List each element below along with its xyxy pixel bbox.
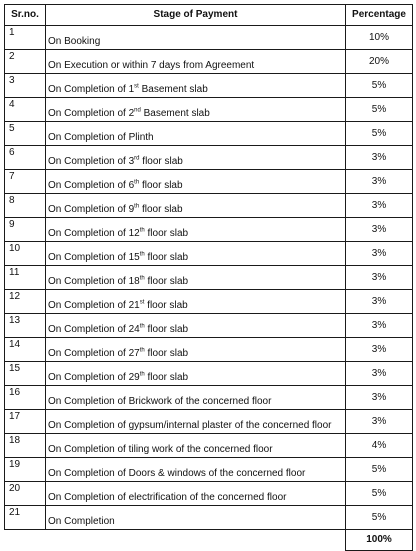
stage-text: On Booking <box>48 36 101 47</box>
table-row <box>5 98 413 122</box>
sr-no-cell: 9 <box>5 218 46 242</box>
sr-no-cell: 16 <box>5 386 46 410</box>
ordinal-suffix: th <box>139 275 145 282</box>
stage-cell <box>46 146 346 170</box>
stage-cell <box>46 218 346 242</box>
percentage-cell: 3% <box>346 266 413 290</box>
percentage-cell: 4% <box>346 434 413 458</box>
stage-text-suffix: floor slab <box>144 228 189 239</box>
ordinal-suffix: nd <box>134 107 141 114</box>
ordinal-suffix: th <box>139 323 145 330</box>
stage-cell <box>46 410 346 434</box>
percentage-cell: 3% <box>346 146 413 170</box>
stage-text-suffix: Basement slab <box>138 84 208 95</box>
sr-no-cell: 8 <box>5 194 46 218</box>
stage-cell <box>46 266 346 290</box>
stage-cell <box>46 290 346 314</box>
stage-cell <box>46 386 346 410</box>
table-row <box>5 26 413 50</box>
header-stage-of-payment: Stage of Payment <box>46 5 346 26</box>
stage-text: On Completion of 2 <box>48 108 135 119</box>
stage-text-suffix: floor slab <box>139 204 183 215</box>
percentage-cell: 5% <box>346 458 413 482</box>
table-row <box>5 386 413 410</box>
stage-text: On Completion of gypsum/internal plaster of the concerned floor <box>48 420 332 431</box>
ordinal-suffix: th <box>139 347 145 354</box>
ordinal-suffix: st <box>134 83 139 90</box>
stage-text: On Completion of 6 <box>48 180 135 191</box>
percentage-cell: 3% <box>346 362 413 386</box>
stage-text-suffix: floor slab <box>144 348 189 359</box>
stage-text: On Completion of 1 <box>48 84 135 95</box>
ordinal-suffix: th <box>134 203 140 210</box>
total-row <box>5 530 413 551</box>
table-row <box>5 74 413 98</box>
stage-text: On Completion of 12 <box>48 228 140 239</box>
percentage-cell: 3% <box>346 410 413 434</box>
percentage-cell: 5% <box>346 98 413 122</box>
sr-no-cell: 4 <box>5 98 46 122</box>
sr-no-cell: 3 <box>5 74 46 98</box>
stage-text-suffix: floor slab <box>139 156 183 167</box>
table-row <box>5 410 413 434</box>
table-row <box>5 194 413 218</box>
stage-text-suffix: floor slab <box>144 324 189 335</box>
stage-text: On Completion of 9 <box>48 204 135 215</box>
stage-cell <box>46 482 346 506</box>
sr-no-cell: 21 <box>5 506 46 530</box>
total-blank-cell <box>5 530 46 551</box>
table-row <box>5 266 413 290</box>
ordinal-suffix: st <box>139 299 145 306</box>
stage-cell <box>46 170 346 194</box>
stage-text: On Completion of 27 <box>48 348 140 359</box>
sr-no-cell: 6 <box>5 146 46 170</box>
sr-no-cell: 17 <box>5 410 46 434</box>
stage-text: On Completion of 18 <box>48 276 140 287</box>
table-row <box>5 458 413 482</box>
sr-no-cell: 13 <box>5 314 46 338</box>
stage-cell <box>46 242 346 266</box>
sr-no-cell: 12 <box>5 290 46 314</box>
table-row <box>5 482 413 506</box>
stage-text: On Completion of tiling work of the concerned floor <box>48 444 273 455</box>
stage-text: On Execution or within 7 days from Agreement <box>48 60 255 71</box>
stage-cell <box>46 362 346 386</box>
ordinal-suffix: th <box>139 227 145 234</box>
stage-text-suffix: floor slab <box>139 180 183 191</box>
table-row <box>5 290 413 314</box>
percentage-cell: 3% <box>346 386 413 410</box>
ordinal-suffix: th <box>139 371 145 378</box>
header-percentage: Percentage <box>346 5 413 26</box>
stage-text: On Completion of Brickwork of the concerned floor <box>48 396 272 407</box>
stage-text: On Completion of electrification of the concerned floor <box>48 492 287 503</box>
total-percentage: 100% <box>346 530 413 551</box>
percentage-cell: 10% <box>346 26 413 50</box>
stage-cell <box>46 50 346 74</box>
stage-cell <box>46 458 346 482</box>
total-blank-cell <box>46 530 346 551</box>
stage-cell <box>46 506 346 530</box>
stage-text-suffix: floor slab <box>144 252 189 263</box>
stage-text: On Completion of 15 <box>48 252 140 263</box>
table-row <box>5 146 413 170</box>
table-row <box>5 242 413 266</box>
percentage-cell: 3% <box>346 170 413 194</box>
sr-no-cell: 14 <box>5 338 46 362</box>
stage-text: On Completion of 21 <box>48 300 140 311</box>
sr-no-cell: 7 <box>5 170 46 194</box>
table-body <box>5 26 413 530</box>
table-row <box>5 122 413 146</box>
percentage-cell: 3% <box>346 338 413 362</box>
stage-text: On Completion of 29 <box>48 372 140 383</box>
table-row <box>5 434 413 458</box>
sr-no-cell: 1 <box>5 26 46 50</box>
sr-no-cell: 18 <box>5 434 46 458</box>
stage-text-suffix: floor slab <box>144 372 189 383</box>
sr-no-cell: 19 <box>5 458 46 482</box>
stage-text-suffix: Basement slab <box>140 108 210 119</box>
stage-text: On Completion of Doors & windows of the concerned floor <box>48 468 306 479</box>
stage-text: On Completion of Plinth <box>48 132 154 143</box>
stage-text-suffix: floor slab <box>144 300 188 311</box>
stage-text: On Completion of 24 <box>48 324 140 335</box>
table-header <box>5 5 413 26</box>
stage-cell <box>46 26 346 50</box>
table-row <box>5 170 413 194</box>
ordinal-suffix: th <box>134 179 140 186</box>
header-row <box>5 5 413 26</box>
stage-cell <box>46 122 346 146</box>
stage-cell <box>46 338 346 362</box>
stage-cell <box>46 194 346 218</box>
sr-no-cell: 15 <box>5 362 46 386</box>
table-row <box>5 314 413 338</box>
percentage-cell: 3% <box>346 218 413 242</box>
table-footer <box>5 530 413 551</box>
table-row <box>5 506 413 530</box>
table-row <box>5 338 413 362</box>
table-row <box>5 362 413 386</box>
percentage-cell: 3% <box>346 290 413 314</box>
stage-text-suffix: floor slab <box>144 276 189 287</box>
stage-cell <box>46 434 346 458</box>
percentage-cell: 5% <box>346 122 413 146</box>
sr-no-cell: 10 <box>5 242 46 266</box>
header-sr-no: Sr.no. <box>5 5 46 26</box>
stage-cell <box>46 314 346 338</box>
percentage-cell: 20% <box>346 50 413 74</box>
sr-no-cell: 2 <box>5 50 46 74</box>
percentage-cell: 5% <box>346 506 413 530</box>
table-row <box>5 50 413 74</box>
stage-text: On Completion <box>48 516 115 527</box>
stage-cell <box>46 74 346 98</box>
percentage-cell: 5% <box>346 482 413 506</box>
payment-schedule-table <box>4 4 413 551</box>
ordinal-suffix: th <box>139 251 145 258</box>
table-row <box>5 218 413 242</box>
stage-text: On Completion of 3 <box>48 156 135 167</box>
percentage-cell: 3% <box>346 242 413 266</box>
percentage-cell: 3% <box>346 314 413 338</box>
stage-cell <box>46 98 346 122</box>
percentage-cell: 3% <box>346 194 413 218</box>
sr-no-cell: 11 <box>5 266 46 290</box>
percentage-cell: 5% <box>346 74 413 98</box>
sr-no-cell: 5 <box>5 122 46 146</box>
sr-no-cell: 20 <box>5 482 46 506</box>
ordinal-suffix: rd <box>134 155 140 162</box>
